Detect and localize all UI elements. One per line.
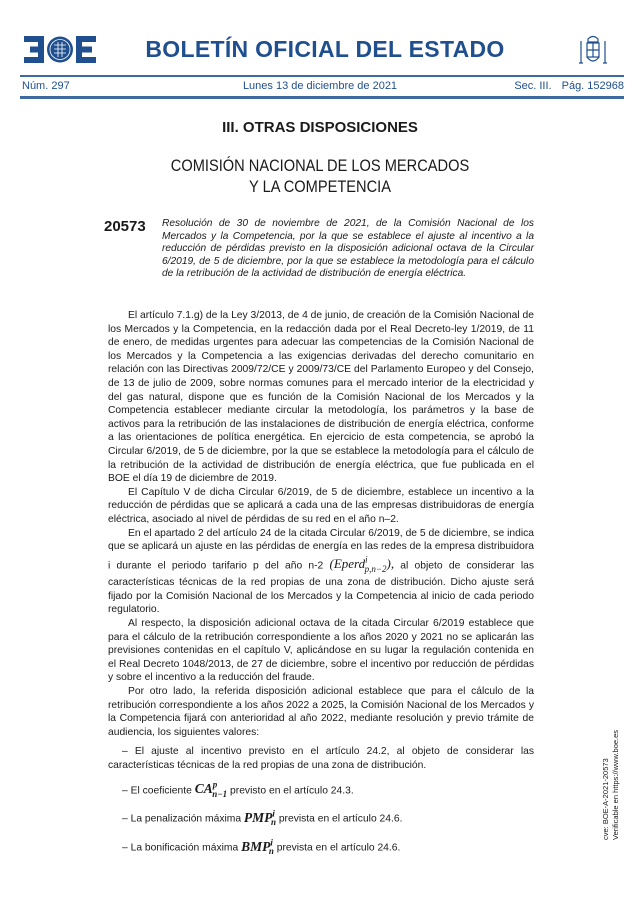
issue-date: Lunes 13 de diciembre de 2021 xyxy=(242,80,398,92)
section-label: Sec. III. xyxy=(514,80,552,92)
section-page xyxy=(514,80,624,92)
document-number: 20573 xyxy=(104,218,146,235)
organization-line-2: Y LA COMPETENCIA xyxy=(249,177,391,196)
paragraph-1: El artículo 7.1.g) de la Ley 3/2013, de 4 de junio, de creación de la Comisión Nacional de los Mercados y la Competencia, en la redacción dada por el Real Decreto-ley 1/2019, de 11 de enero, de medidas urgentes para adecuar las competencias de la Comisión Nacional de los Mercados y la Competencia a las exigencias derivadas del derecho comunitario en relación con las Directivas 2009/72/CE y 2009/73/CE del Parlamento Europeo y del Consejo, de 13 de julio de 2009, sobre normas comunes para el mercado interior de la electricidad y del gas natural, dispone que es función de la Comisión Nacional de los Mercados y la Competencia establecer mediante circular la metodología, los parámetros y la base de activos para la retribución de las instalaciones de distribución de energía eléctrica, conforme a las orientaciones de política energética. En ejercicio de esta competencia, se aprobó la Circular 6/2019, de 5 de diciembre, por la que se establece la metodología para el cálculo de la retribución de la actividad de distribución de energía eléctrica, que fue publicada en el BOE el día 19 de diciembre de 2019. xyxy=(108,310,534,485)
verification-sidebar xyxy=(601,640,621,840)
formula-eperd: (Eperd$^i_{p,n-2}$), xyxy=(329,554,395,574)
paragraph-4: Al respecto, la disposición adicional octava de la citada Circular 6/2019 establece que para el cálculo de la retribución correspondiente a los años 2020 y 2021 no se aplicarán las previsiones contenidas en el capítulo V, aplicándose en su lugar la regulación contenida en el Real Decreto 1048/2013, de 27 de diciembre, sobre el incentivo por reducción de pérdidas y sobre el incentivo a la reducción del fraude. xyxy=(108,617,534,684)
gazette-title: BOLETÍN OFICIAL DEL ESTADO xyxy=(145,36,505,62)
verification-link[interactable]: Verificable en https://www.boe.es xyxy=(611,729,620,840)
paragraph-5: Por otro lado, la referida disposición adicional establece que para el cálculo de la retribución correspondiente a los años 2022 a 2025, la Comisión Nacional de los Mercados y la Competencia fijará con anterioridad al año 2022, mediante resolución y previo trámite de audiencia, los siguientes valores: xyxy=(108,685,534,738)
list-item: – La penalización máxima $PMP^i_n$ prevista en el artículo 24.6. xyxy=(122,808,403,828)
formula-pmp: $PMP^i_n$ xyxy=(243,808,276,828)
list-item: – El ajuste al incentivo previsto en el artículo 24.2, al objeto de considerar las características técnicas de la red propias de una zona de distribución. xyxy=(108,746,534,771)
paragraph-3 xyxy=(108,527,534,617)
document-summary: Resolución de 30 de noviembre de 2021, de la Comisión Nacional de los Mercados y la Competencia, por la que se establece el ajuste al incentivo a la reducción de pérdidas previsto en la disposición adicional octava de la Circular 6/2019, de 5 de diciembre, por la que se establece la metodología para el cálculo de la retribución de la actividad de distribución de energía eléctrica. xyxy=(162,218,534,280)
paragraph-2: El Capítulo V de dicha Circular 6/2019, de 5 de diciembre, establece un incentivo a la reducción de pérdidas que se aplicará a cada una de las empresas distribuidoras de energía eléctrica, asociado al nivel de pérdidas de su red en el año n–2. xyxy=(108,486,534,525)
cve-code: cve: BOE-A-2021-20573 xyxy=(601,758,610,840)
list-item: – La bonificación máxima $BMP^i_n$ prevista en el artículo 24.6. xyxy=(122,837,401,857)
list-item: – El coeficiente $CA^p_{n-1}$ previsto en el artículo 24.3. xyxy=(122,779,354,799)
paragraph-3-text-a: En el apartado 2 del artículo 24 de la citada Circular 6/2019, de 5 de diciembre, se indica que se aplicará un ajuste en las pérdidas de energía en las redes de la empresa distribuidora i durante el periodo tarifario p del año n-2 xyxy=(108,527,534,572)
formula-bmp: $BMP^i_n$ xyxy=(241,837,274,857)
boe-logo xyxy=(24,36,96,63)
page-number: Pág. 152968 xyxy=(561,80,624,92)
issue-number: Núm. 297 xyxy=(22,80,70,92)
section-title: III. OTRAS DISPOSICIONES xyxy=(222,119,418,136)
formula-ca: $CA^p_{n-1}$ xyxy=(194,779,228,799)
header-rule-bottom xyxy=(20,96,624,99)
header-rule-top xyxy=(20,75,624,77)
organization-name xyxy=(45,155,595,197)
organization-line-1: COMISIÓN NACIONAL DE LOS MERCADOS xyxy=(170,156,470,175)
document-body xyxy=(108,309,534,859)
spain-coat-of-arms-icon xyxy=(578,33,608,69)
paragraph-3-text-b: al objeto de considerar las características técnicas de la red propias de una zona de distribución. Dicho ajuste será fijado por la Comisión Nacional de los Mercados y la Competencia al inicio de cada periodo regulatorio. xyxy=(108,560,534,616)
